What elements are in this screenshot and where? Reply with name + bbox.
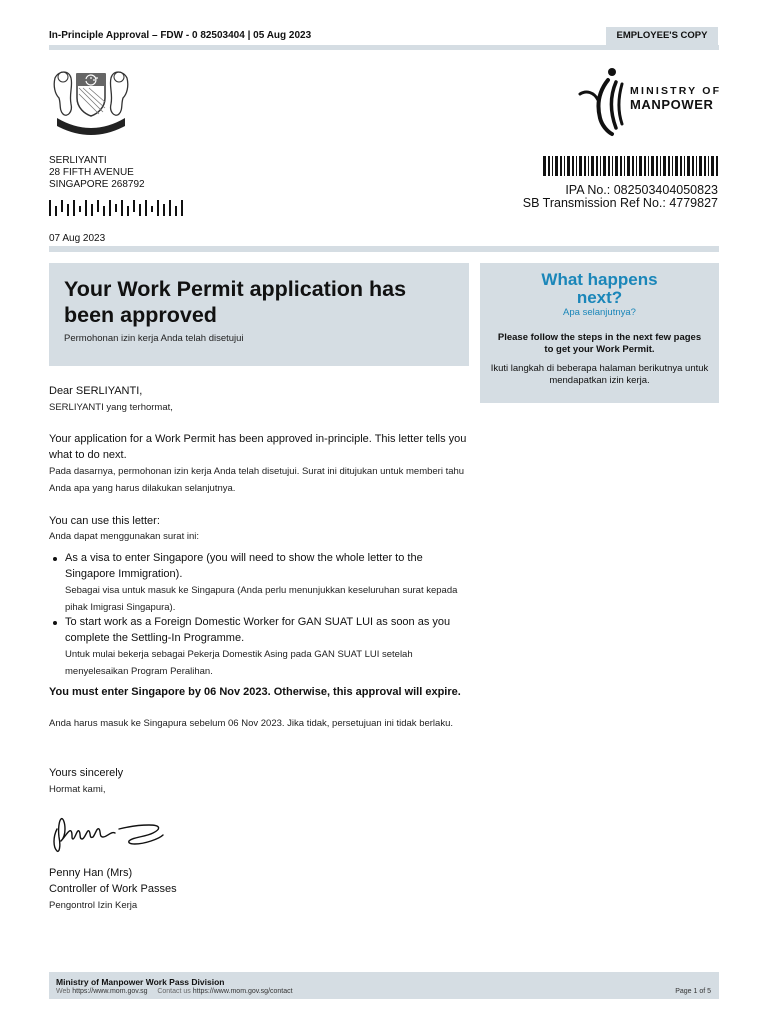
footer-contact-link[interactable]: https://www.mom.gov.sg/contact — [192, 988, 293, 995]
signer-name: Penny Han (Mrs) — [49, 867, 133, 879]
date-rule — [49, 246, 719, 252]
letter-date: 07 Aug 2023 — [49, 233, 106, 244]
page-title: Your Work Permit application has been approved — [64, 277, 407, 327]
expiry-warning: You must enter Singapore by 06 Nov 2023. Otherwise, this approval will expire. — [49, 686, 461, 698]
copy-badge: EMPLOYEE'S COPY — [606, 27, 718, 45]
greeting: Dear SERLIYANTI, — [49, 385, 143, 397]
page-number: Page 1 of 5 — [675, 988, 711, 995]
bullet-item-visa-translation: Sebagai visa untuk masuk ke Singapura (Anda perlu menunjukkan keseluruhan surat kepada pihak Imigrasi Singapura). — [65, 585, 458, 613]
intro-paragraph: Your application for a Work Permit has been approved in-principle. This letter tells you what to do next. — [49, 433, 467, 461]
singapore-crest-icon — [49, 64, 133, 136]
document-header-title: In-Principle Approval – FDW - 0 82503404 | 05 Aug 2023 — [49, 30, 312, 41]
greeting-translation: SERLIYANTI yang terhormat, — [49, 402, 173, 413]
recipient-name: SERLIYANTI — [49, 155, 107, 166]
handwritten-signature — [49, 807, 169, 857]
next-steps-title: What happens next? — [541, 270, 658, 307]
signer-title-translation: Pengontrol Izin Kerja — [49, 900, 138, 911]
footer-links — [56, 988, 293, 995]
ipa-number: IPA No.: 082503404050823 — [565, 183, 718, 197]
footer-web-link[interactable]: https://www.mom.gov.sg — [72, 988, 148, 995]
next-steps-subtitle: Apa selanjutnya? — [563, 307, 636, 318]
usage-heading: You can use this letter: — [49, 515, 160, 527]
closing: Yours sincerely — [49, 767, 124, 779]
bullet-dot — [53, 557, 57, 561]
logo-text-ministry: MINISTRY OF — [630, 85, 722, 97]
bullet-item-work: To start work as a Foreign Domestic Worker for GAN SUAT LUI as soon as you complete the Settling-In Programme. — [65, 616, 451, 644]
footer-contact-label: Contact us — [157, 988, 191, 995]
recipient-city: SINGAPORE 268792 — [49, 179, 145, 190]
closing-translation: Hormat kami, — [49, 784, 106, 795]
expiry-warning-translation: Anda harus masuk ke Singapura sebelum 06 Nov 2023. Jika tidak, persetujuan ini tidak berlaku. — [49, 718, 453, 729]
header-rule — [49, 45, 719, 50]
usage-heading-translation: Anda dapat menggunakan surat ini: — [49, 531, 199, 542]
signer-title: Controller of Work Passes — [49, 883, 177, 895]
bullet-item-visa: As a visa to enter Singapore (you will need to show the whole letter to the Singapore Immigration). — [65, 552, 423, 580]
next-steps-instruction: Please follow the steps in the next few pages to get your Work Permit. — [497, 332, 702, 355]
sb-transmission-ref: SB Transmission Ref No.: 4779827 — [522, 196, 718, 210]
bullet-dot — [53, 621, 57, 625]
ipa-barcode — [543, 156, 719, 176]
postal-barcode — [49, 198, 185, 218]
recipient-street: 28 FIFTH AVENUE — [49, 167, 134, 178]
logo-text-manpower: MANPOWER — [630, 97, 714, 112]
footer-title: Ministry of Manpower Work Pass Division — [56, 977, 225, 987]
bullet-item-work-translation: Untuk mulai bekerja sebagai Pekerja Domestik Asing pada GAN SUAT LUI setelah menyelesaikan Program Peralihan. — [65, 649, 413, 677]
page-subtitle: Permohonan izin kerja Anda telah disetujui — [64, 333, 244, 344]
next-steps-instruction-translation: Ikuti langkah di beberapa halaman berikutnya untuk mendapatkan izin kerja. — [490, 363, 709, 386]
intro-paragraph-translation: Pada dasarnya, permohonan izin kerja Anda telah disetujui. Surat ini ditujukan untuk memberi tahu Anda apa yang harus dilakukan selanjutnya. — [49, 466, 465, 494]
footer-web-label: Web — [56, 988, 71, 995]
